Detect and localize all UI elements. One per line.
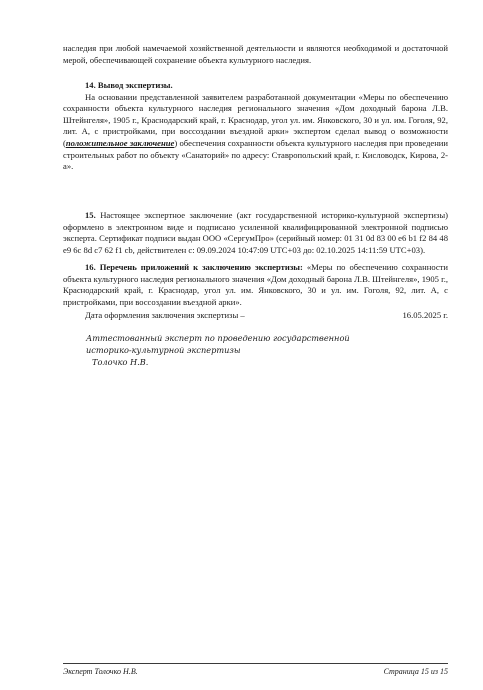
date-label: Дата оформления заключения экспертизы – xyxy=(85,310,245,320)
footer-author: Эксперт Толочко Н.В. xyxy=(63,667,138,676)
section-15-body: Настоящее экспертное заключение (акт государственной историко-культурной экспертизы) оформлено в электронном виде и подписано усиленной квалифицированной электронной подписью эксперта. Сертификат подписи выдан ООО «СергумПро» (серийный номер: 01 31 0d 83 00 e6 b1 f2 84 48 e9 6c 8d c7 62 f1 cb, действителен с: 09.09.2024 10:47:09 UTC+03 до: 02.10.2025 14:11:59 UTC+03). xyxy=(63,210,448,255)
section-14-emphasis: положительное заключение xyxy=(65,137,175,148)
section-15 xyxy=(63,210,448,256)
intro-paragraph xyxy=(63,43,448,66)
section-14-heading: 14. Вывод экспертизы. xyxy=(85,80,173,90)
section-14-text xyxy=(63,92,448,173)
section-14-text-after: ) обеспечения сохранности объекта культурного наследия при проведении строительных работ по объекту «Санаторий» по адресу: Ставропольский край, г. Кисловодск, Кирова, 2-а». xyxy=(63,137,448,172)
intro-text: наследия при любой намечаемой хозяйственной деятельности и являются необходимой и достаточной мерой, обеспечивающей сохранение объекта культурного наследия. xyxy=(63,43,448,65)
signature-line-1: Аттестованный эксперт по проведению государственной xyxy=(86,333,350,343)
section-16-text xyxy=(63,262,448,308)
expert-signature-block xyxy=(86,332,386,368)
footer-page-number: Страница 15 из 15 xyxy=(383,667,448,676)
section-14 xyxy=(63,80,448,173)
footer-divider xyxy=(63,663,448,664)
section-16-heading: 16. Перечень приложений к заключению экспертизы: xyxy=(85,262,303,272)
section-16 xyxy=(63,262,448,308)
section-14-text-before: На основании представленной заявителем разработанной документации «Меры по обеспечению сохранности объекта культурного наследия регионального значения «Дом доходный барона Л.В. Штейнгеля», 1905 г., Краснодарский край, г. Краснодар, угол ул. им. Янковского, 30 и ул. им. Гоголя, 92, лит. А, с пристройками, при воссоздании въездной арки» экспертом сделал вывод о возможности ( xyxy=(63,91,448,148)
section-15-text xyxy=(63,210,448,256)
date-value: 16.05.2025 г. xyxy=(402,310,448,320)
section-16-body: «Меры по обеспечению сохранности объекта культурного наследия регионального значения «Дом доходный барона Л.В. Штейнгеля», 1905 г., Краснодарский край, г. Краснодар, угол ул. им. Янковского, 30 и ул. им. Гоголя, 92, лит. А, с пристройками, при воссоздании въездной арки». xyxy=(63,262,448,307)
signature-line-3: Толочко Н.В. xyxy=(92,357,149,367)
signature-line-2: историко-культурной экспертизы xyxy=(86,345,241,355)
section-15-number: 15. xyxy=(85,210,96,220)
